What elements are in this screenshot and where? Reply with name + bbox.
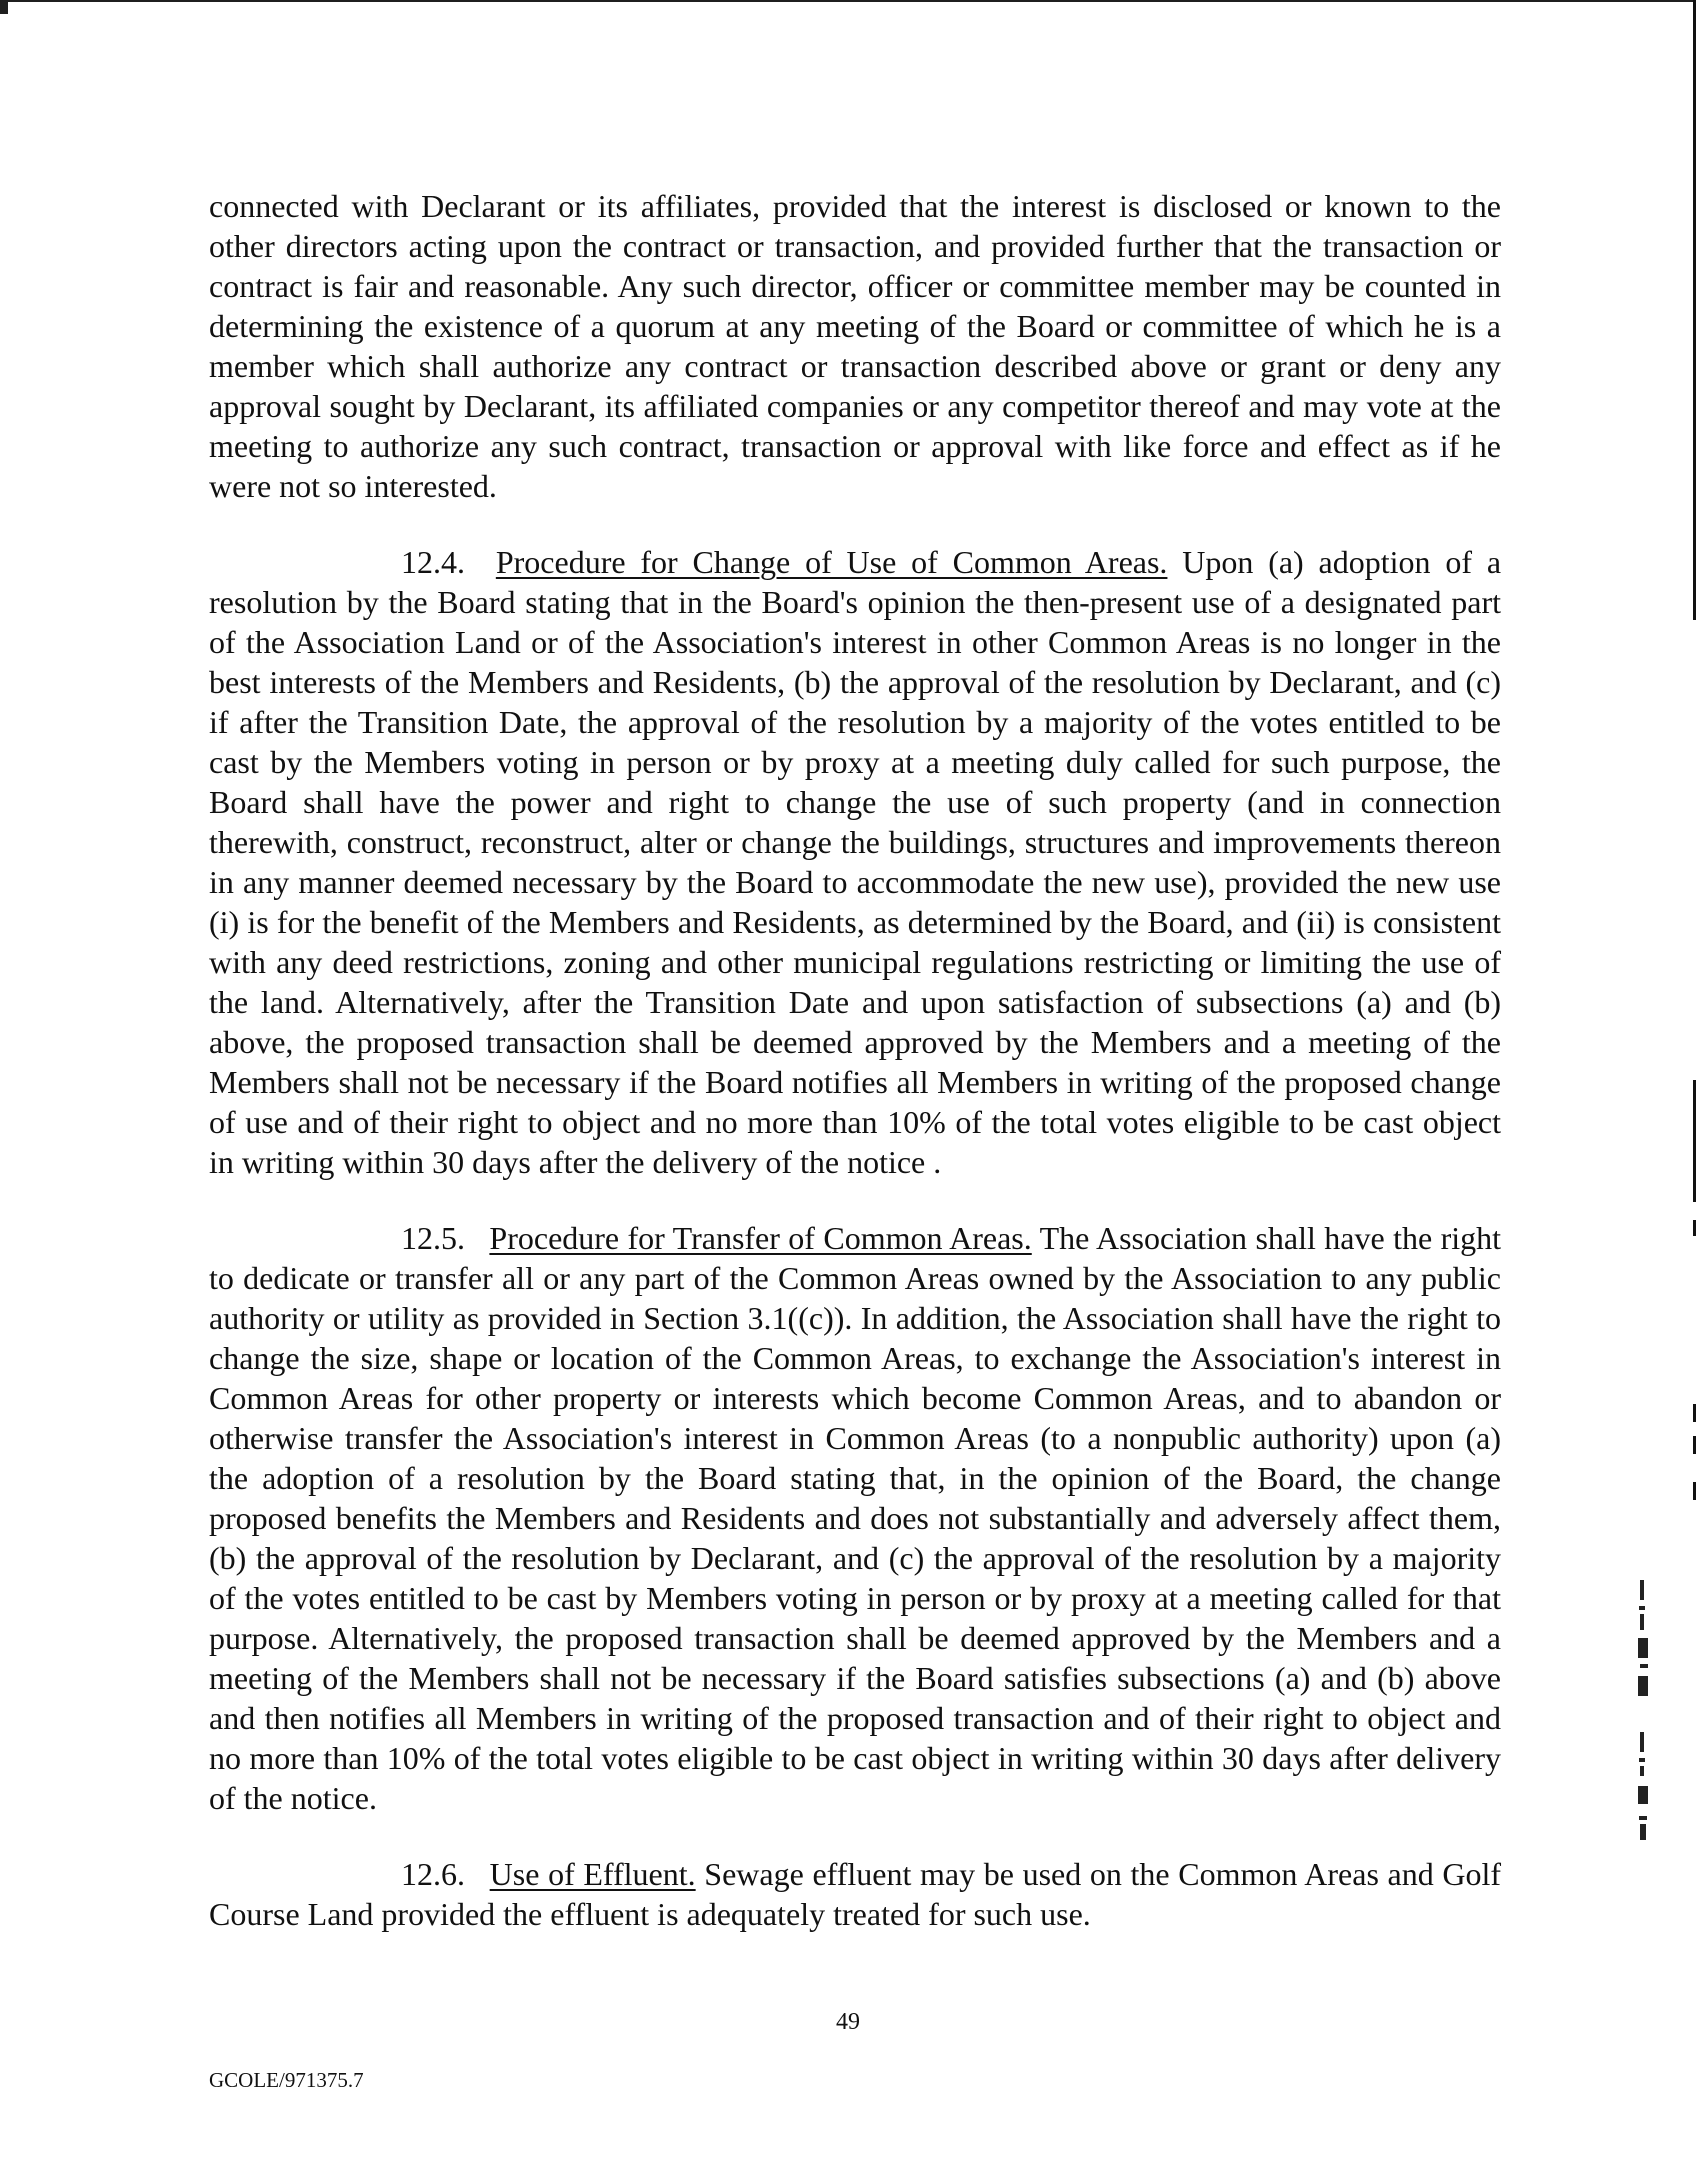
recording-stamp-graphic [1624,1572,1664,1852]
section-12-4 [209,542,1501,1182]
section-text: Upon (a) adoption of a resolution by the Board stating that in the Board's opinion the then-present use of a designated part of the Association Land or of the Association's interest in other Common Areas is no longer in the best interests of the Members and Residents, (b) the approval of the resolution by Declarant, and (c) if after the Transition Date, the approval of the resolution by a majority of the votes entitled to be cast by the Members voting in person or by proxy at a meeting duly called for such purpose, the Board shall have the power and right to change the use of such property (and in connection therewith, construct, reconstruct, alter or change the buildings, structures and improvements thereon in any manner deemed necessary by the Board to accommodate the new use), provided the new use (i) is for the benefit of the Members and Residents, as determined by the Board, and (ii) is consistent with any deed restrictions, zoning and other municipal regulations restricting or limiting the use of the land. Alternatively, after the Transition Date and upon satisfaction of subsections (a) and (b) above, the proposed transaction shall be deemed approved by the Members and a meeting of the Members shall not be necessary if the Board notifies all Members in writing of the proposed change of use and of their right to object and no more than 10% of the total votes eligible to be cast object in writing within 30 days after the delivery of the notice . [209,544,1502,1180]
scan-top-border [0,0,1696,2]
section-title: Use of Effluent. [489,1856,696,1892]
section-number: 12.6. [401,1856,465,1892]
document-id: GCOLE/971375.7 [209,2068,364,2092]
section-12-5 [209,1218,1501,1818]
section-text: The Association shall have the right to dedicate or transfer all or any part of the Common Areas owned by the Association to any public authority or utility as provided in Section 3.1((c)). In addition, the Association shall have the right to change the size, shape or location of the Common Areas, to exchange the Association's interest in Common Areas for other property or interests which become Common Areas, and to abandon or otherwise transfer the Association's interest in Common Areas (to a nonpublic authority) upon (a) the adoption of a resolution by the Board stating that, in the opinion of the Board, the change proposed benefits the Members and Residents and does not substantially and adversely affect them, (b) the approval of the resolution by Declarant, and (c) the approval of the resolution by a majority of the votes entitled to be cast by Members voting in person or by proxy at a meeting called for that purpose. Alternatively, the proposed transaction shall be deemed approved by the Members and a meeting of the Members shall not be necessary if the Board satisfies subsections (a) and (b) above and then notifies all Members in writing of the proposed transaction and of their right to object and no more than 10% of the total votes eligible to be cast object in writing within 30 days after delivery of the notice. [209,1220,1502,1816]
document-body [209,186,1501,1934]
section-number: 12.4. [401,544,465,580]
page-number: 49 [836,2009,860,2035]
scan-corner-mark [0,0,8,14]
section-title: Procedure for Transfer of Common Areas. [489,1220,1032,1256]
paragraph-continuation [209,186,1501,506]
section-title: Procedure for Change of Use of Common Areas. [495,544,1168,580]
section-number: 12.5. [401,1220,465,1256]
section-text: Sewage effluent may be used on the Common Areas and Golf Course Land provided the effluent is adequately treated for such use. [209,1856,1502,1932]
section-12-6 [209,1854,1501,1934]
recording-stamp [1624,1572,1664,1852]
paragraph-text: connected with Declarant or its affiliates, provided that the interest is disclosed or known to the other directors acting upon the contract or transaction, and provided further that the transaction or contract is fair and reasonable. Any such director, officer or committee member may be counted in determining the existence of a quorum at any meeting of the Board or committee of which he is a member which shall authorize any contract or transaction described above or grant or deny any approval sought by Declarant, its affiliated companies or any competitor thereof and may vote at the meeting to authorize any such contract, transaction or approval with like force and effect as if he were not so interested. [209,188,1501,504]
